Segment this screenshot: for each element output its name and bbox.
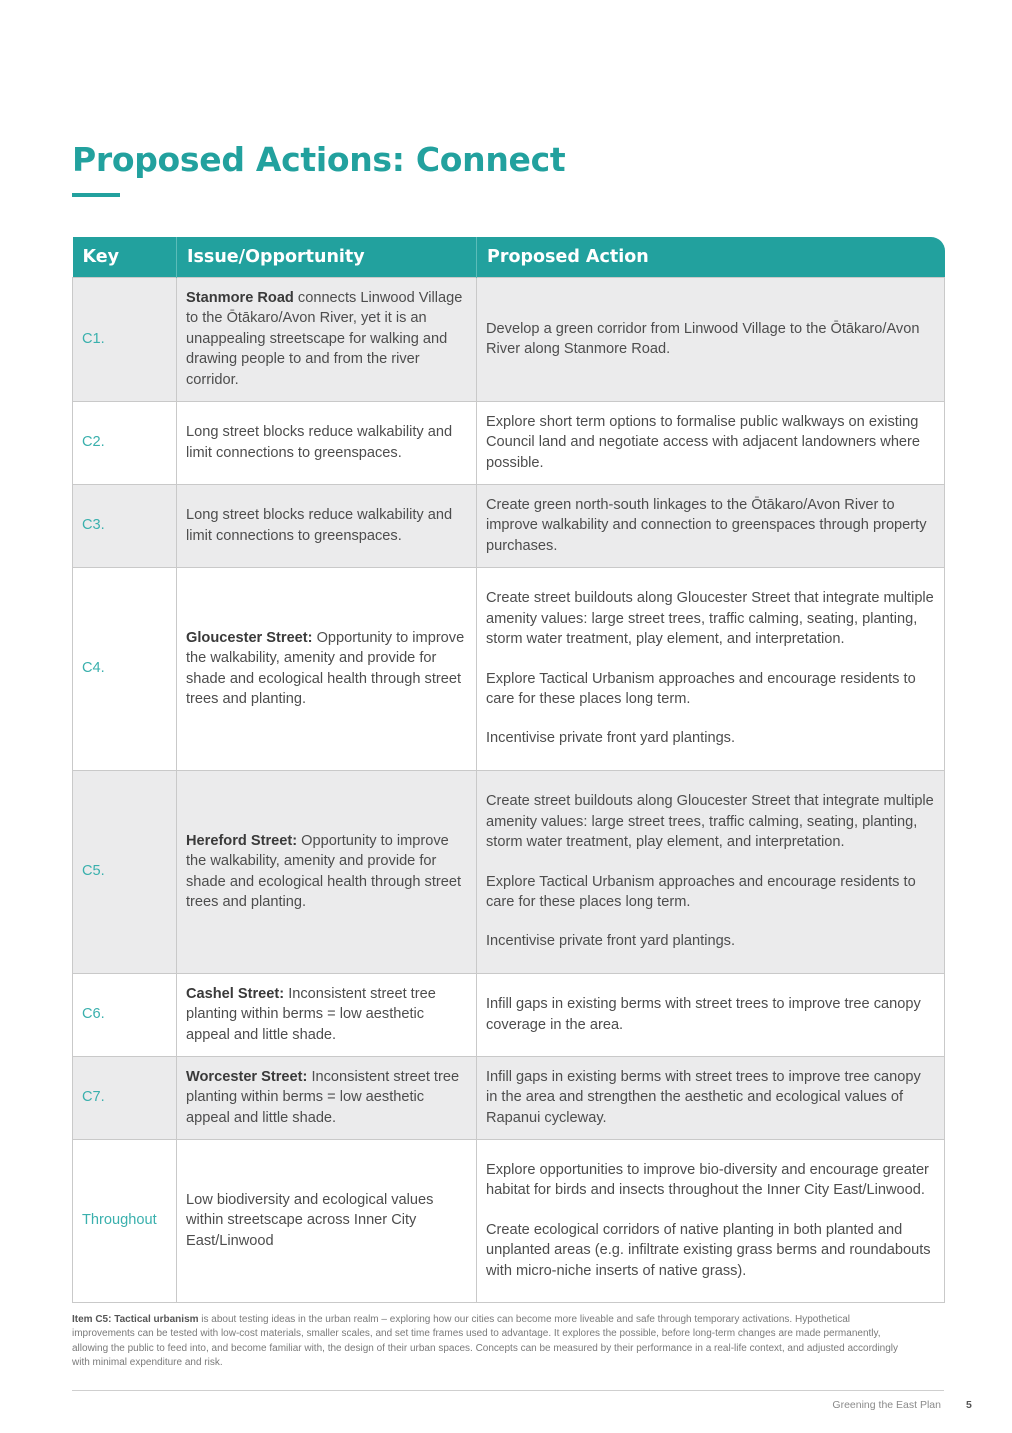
issue-lead: Gloucester Street: [186, 629, 313, 646]
footer-document-name: Greening the East Plan [832, 1399, 941, 1411]
table-row [73, 973, 945, 1056]
action-text: Infill gaps in existing berms with street trees to improve tree canopy coverage in the area. [486, 996, 921, 1033]
action-text: Incentivise private front yard plantings. [486, 933, 736, 950]
action-text: Explore short term options to formalise public walkways on existing Council land and negotiate access with adjacent landowners where possible. [486, 413, 921, 471]
row-key: C6. [73, 973, 177, 1056]
issue-text: connects Linwood Village to the Ōtākaro/Avon River, yet it is an unappealing streetscape for walking and drawing people to and from the river corridor. [186, 289, 463, 388]
action-text: Create ecological corridors of native planting in both planted and unplanted areas (e.g. infiltrate existing grass berms and roundabouts with micro-niche inserts of native grass). [486, 1221, 931, 1279]
actions-table [72, 237, 945, 1303]
row-action [477, 484, 945, 567]
issue-lead: Hereford Street: [186, 832, 298, 849]
row-issue [177, 277, 477, 401]
table-row [73, 401, 945, 484]
table-row [73, 1139, 945, 1302]
issue-text: Long street blocks reduce walkability and limit connections to greenspaces. [186, 507, 453, 544]
title-underline [72, 193, 120, 197]
issue-text: Opportunity to improve the walkability, amenity and provide for shade and ecological health through street trees and planting. [186, 832, 462, 910]
row-key: C4. [73, 567, 177, 770]
action-text: Explore Tactical Urbanism approaches and encourage residents to care for these places long term. [486, 670, 916, 707]
action-text: Infill gaps in existing berms with street trees to improve tree canopy in the area and strengthen the aesthetic and ecological values of Rapanui cycleway. [486, 1068, 921, 1126]
action-text: Create street buildouts along Gloucester Street that integrate multiple amenity values: large street trees, traffic calming, seating, planting, storm water treatment, play element, and interpretation. [486, 590, 934, 648]
action-text: Create street buildouts along Gloucester Street that integrate multiple amenity values: large street trees, traffic calming, seating, planting, storm water treatment, play element, and interpretation. [486, 793, 934, 851]
row-issue [177, 484, 477, 567]
row-action [477, 567, 945, 770]
table-row [73, 770, 945, 973]
page-title: Proposed Actions: Connect [72, 140, 566, 179]
issue-text: Inconsistent street tree planting within berms = low aesthetic appeal and little shade. [186, 985, 436, 1043]
row-key: C2. [73, 401, 177, 484]
issue-lead: Worcester Street: [186, 1068, 308, 1085]
row-action [477, 401, 945, 484]
footer-divider [72, 1390, 944, 1391]
row-key: C5. [73, 770, 177, 973]
row-key: C3. [73, 484, 177, 567]
footnote-lead: Item C5: Tactical urbanism [72, 1314, 199, 1325]
row-key: Throughout [73, 1139, 177, 1302]
table-row [73, 1056, 945, 1139]
footnote-text: is about testing ideas in the urban realm – exploring how our cities can become more liveable and safe through temporary activations. Hypothetical improvements can be tested with low-cost materials, smaller scales, and set time frames used to advantage. It explores the possible, before long-term changes are made permanently, allowing the public to feed into, and become familiar with, the design of their urban spaces. Concepts can be measured by their performance in a real-life context, and adjusted accordingly with minimal expenditure and risk. [72, 1314, 899, 1369]
row-issue [177, 1056, 477, 1139]
row-action [477, 1056, 945, 1139]
header-issue: Issue/Opportunity [177, 237, 477, 277]
issue-lead: Cashel Street: [186, 985, 285, 1002]
action-text: Explore Tactical Urbanism approaches and encourage residents to care for these places long term. [486, 873, 916, 910]
row-key: C1. [73, 277, 177, 401]
issue-text: Inconsistent street tree planting within berms = low aesthetic appeal and little shade. [186, 1068, 460, 1126]
footer-page-number: 5 [966, 1399, 972, 1411]
table-header-row [73, 237, 945, 277]
row-action [477, 277, 945, 401]
row-issue [177, 770, 477, 973]
action-text: Develop a green corridor from Linwood Village to the Ōtākaro/Avon River along Stanmore Road. [486, 320, 920, 357]
table-row [73, 567, 945, 770]
issue-lead: Stanmore Road [186, 289, 294, 306]
row-issue [177, 1139, 477, 1302]
issue-text: Low biodiversity and ecological values within streetscape across Inner City East/Linwood [186, 1191, 434, 1249]
row-action [477, 973, 945, 1056]
row-key: C7. [73, 1056, 177, 1139]
issue-text: Long street blocks reduce walkability and limit connections to greenspaces. [186, 424, 453, 461]
action-text: Create green north-south linkages to the Ōtākaro/Avon River to improve walkability and connection to greenspaces through property purchases. [486, 496, 927, 554]
row-issue [177, 973, 477, 1056]
issue-text: Opportunity to improve the walkability, amenity and provide for shade and ecological health through street trees and planting. [186, 629, 465, 707]
header-action: Proposed Action [477, 237, 945, 277]
header-key: Key [73, 237, 177, 277]
action-text: Incentivise private front yard plantings. [486, 730, 736, 747]
actions-table-container [72, 237, 944, 1303]
table-row [73, 484, 945, 567]
row-issue [177, 567, 477, 770]
table-row [73, 277, 945, 401]
row-action [477, 1139, 945, 1302]
action-text: Explore opportunities to improve bio-diversity and encourage greater habitat for birds and insects throughout the Inner City East/Linwood. [486, 1161, 929, 1199]
row-action [477, 770, 945, 973]
footnote [72, 1313, 902, 1371]
row-issue [177, 401, 477, 484]
